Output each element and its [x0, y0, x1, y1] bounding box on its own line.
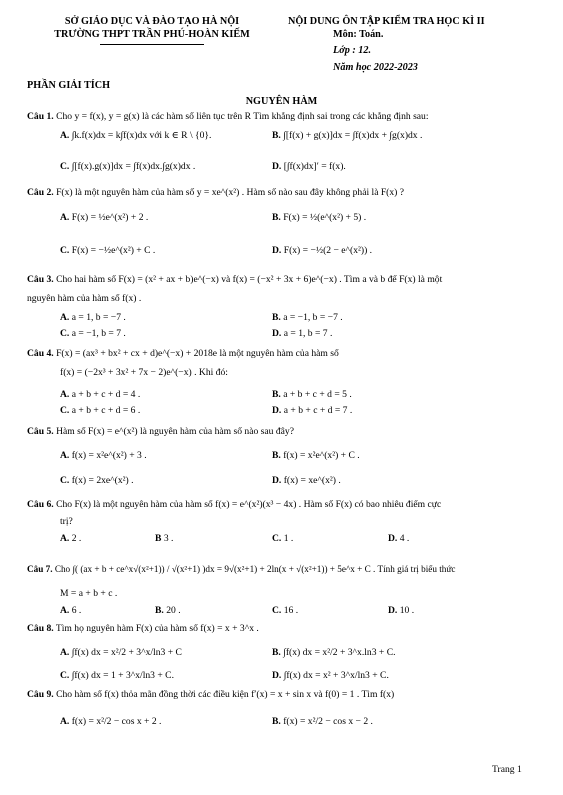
question-text: Cho hai hàm số F(x) = (x² + ax + b)e^(−x) và f(x) = (−x² + 3x + 6)e^(−x) . Tìm a và b để F(x) là một	[56, 274, 443, 285]
option-label: C.	[60, 405, 72, 416]
question-4-option-d[interactable]	[272, 405, 352, 417]
option-label: A.	[60, 212, 72, 223]
option-text: 3 .	[163, 533, 174, 544]
option-label: B.	[272, 312, 284, 323]
question-5-option-c[interactable]	[60, 475, 134, 487]
question-7-option-b[interactable]	[155, 605, 181, 617]
option-text: a + b + c + d = 5 .	[283, 389, 352, 400]
option-label: D.	[272, 405, 284, 416]
question-7-option-a[interactable]	[60, 605, 81, 617]
question-text: Cho F(x) là một nguyên hàm của hàm số f(x) = e^(x²)(x³ − 4x) . Hàm số F(x) có bao nhiêu điểm cực	[56, 499, 442, 510]
option-label: C.	[60, 670, 72, 681]
question-7-option-d[interactable]	[388, 605, 414, 617]
question-9	[27, 689, 394, 701]
question-3-option-d[interactable]	[272, 328, 332, 340]
question-text: Cho hàm số f(x) thỏa mãn đồng thời các điều kiện f′(x) = x + sin x và f(0) = 1 . Tìm f(x)	[56, 689, 395, 700]
question-2-option-a[interactable]	[60, 212, 148, 224]
question-3	[27, 274, 442, 286]
option-label: C.	[60, 328, 72, 339]
question-label: Câu 9.	[27, 689, 54, 700]
question-6-continued: trị?	[60, 516, 73, 527]
question-text: F(x) là một nguyên hàm của hàm số y = xe^(x²) . Hàm số nào sau đây không phải là F(x) ?	[56, 187, 405, 198]
question-2-option-d[interactable]	[272, 245, 372, 257]
question-6-option-c[interactable]	[272, 533, 293, 545]
question-label: Câu 8.	[27, 623, 54, 634]
option-text: f(x) = x²e^(x²) + 3 .	[71, 450, 147, 461]
option-label: A.	[60, 130, 72, 141]
option-text: 16 .	[283, 605, 299, 616]
page-number: Trang 1	[492, 764, 522, 775]
chapter-title: NGUYÊN HÀM	[245, 96, 318, 107]
option-label: B	[155, 533, 164, 544]
option-label: C.	[272, 533, 284, 544]
option-text: 1 .	[283, 533, 294, 544]
question-3-option-a[interactable]	[60, 312, 126, 324]
question-9-option-b[interactable]	[272, 716, 373, 728]
question-6-option-d[interactable]	[388, 533, 409, 545]
option-label: D.	[272, 670, 284, 681]
header-subject: Môn: Toán.	[333, 29, 384, 40]
question-2	[27, 187, 404, 199]
option-text: ∫f(x) dx = x²/2 + 3^x/ln3 + C	[71, 647, 182, 658]
option-label: A.	[60, 647, 72, 658]
option-label: A.	[60, 312, 72, 323]
option-text: ∫f(x) dx = 1 + 3^x/ln3 + C.	[71, 670, 174, 681]
header-underline	[100, 44, 204, 45]
option-text: ∫f(x) dx = x² + 3^x/ln3 + C.	[283, 670, 389, 681]
question-4-option-a[interactable]	[60, 389, 140, 401]
option-text: 4 .	[399, 533, 410, 544]
option-label: C.	[60, 245, 72, 256]
question-9-option-a[interactable]	[60, 716, 161, 728]
option-text: F(x) = −½(2 − e^(x²)) .	[283, 245, 373, 256]
option-text: ∫[f(x).g(x)]dx = ∫f(x)dx.∫g(x)dx .	[71, 161, 196, 172]
question-5-option-b[interactable]	[272, 450, 360, 462]
option-text: a + b + c + d = 7 .	[283, 405, 353, 416]
option-text: ∫f(x) dx = x²/2 + 3^x.ln3 + C.	[283, 647, 396, 658]
question-1-option-a[interactable]	[60, 130, 211, 142]
question-4	[27, 348, 339, 360]
option-text: F(x) = ½(e^(x²) + 5) .	[283, 212, 367, 223]
option-text: F(x) = ½e^(x²) + 2 .	[71, 212, 149, 223]
option-label: B.	[272, 389, 284, 400]
option-text: a + b + c + d = 4 .	[71, 389, 141, 400]
option-label: D.	[272, 245, 284, 256]
option-text: f(x) = x²/2 − cos x + 2 .	[71, 716, 162, 727]
question-label: Câu 2.	[27, 187, 54, 198]
option-text: 10 .	[399, 605, 415, 616]
option-text: f(x) = x²e^(x²) + C .	[283, 450, 360, 461]
question-text: F(x) = (ax³ + bx² + cx + d)e^(−x) + 2018e là một nguyên hàm của hàm số	[56, 348, 339, 359]
question-3-option-b[interactable]	[272, 312, 343, 324]
option-text: f(x) = x²/2 − cos x − 2 .	[283, 716, 373, 727]
question-text: Tìm họ nguyên hàm F(x) của hàm số f(x) = x + 3^x .	[55, 623, 259, 634]
option-label: D.	[272, 161, 284, 172]
option-label: C.	[60, 161, 72, 172]
question-3-continued: nguyên hàm của hàm số f(x) .	[27, 293, 142, 304]
question-4-continued: f(x) = (−2x³ + 3x² + 7x − 2)e^(−x) . Khi đó:	[60, 367, 228, 378]
header-school-year: Năm học 2022-2023	[333, 62, 418, 73]
option-text: a = 1, b = 7 .	[283, 328, 333, 339]
question-label: Câu 6.	[27, 499, 54, 510]
question-4-option-b[interactable]	[272, 389, 352, 401]
question-4-option-c[interactable]	[60, 405, 140, 417]
question-text: Hàm số F(x) = e^(x²) là nguyên hàm của hàm số nào sau đây?	[56, 426, 294, 437]
question-8-option-a[interactable]	[60, 647, 182, 659]
option-text: F(x) = −½e^(x²) + C .	[71, 245, 156, 256]
option-label: A.	[60, 716, 72, 727]
header-school-department: SỞ GIÁO DỤC VÀ ĐÀO TẠO HÀ NỘI	[64, 16, 240, 27]
question-5	[27, 426, 294, 438]
question-text: Cho y = f(x), y = g(x) là các hàm số liên tục trên R Tìm khẳng định sai trong các khẳng định sau:	[56, 111, 429, 122]
option-text: f(x) = 2xe^(x²) .	[71, 475, 134, 486]
option-label: B.	[272, 647, 284, 658]
question-7-option-c[interactable]	[272, 605, 298, 617]
header-school-name: TRƯỜNG THPT TRẦN PHÚ-HOÀN KIẾM	[54, 29, 250, 40]
question-6-option-a[interactable]	[60, 533, 81, 545]
option-label: B.	[272, 716, 284, 727]
option-label: D.	[272, 328, 284, 339]
question-7	[27, 564, 455, 575]
question-1-option-b[interactable]	[272, 130, 422, 142]
option-label: B.	[155, 605, 167, 616]
option-label: C.	[60, 475, 72, 486]
question-2-option-c[interactable]	[60, 245, 155, 257]
option-text: [∫f(x)dx]′ = f(x).	[283, 161, 346, 172]
option-label: A.	[60, 533, 72, 544]
question-3-option-c[interactable]	[60, 328, 126, 340]
question-label: Câu 5.	[27, 426, 54, 437]
question-6	[27, 499, 441, 511]
header-exam-title: NỘI DUNG ÔN TẬP KIỂM TRA HỌC KÌ II	[288, 16, 485, 27]
option-text: 6 .	[71, 605, 82, 616]
option-text: a + b + c + d = 6 .	[71, 405, 141, 416]
option-label: D.	[388, 533, 400, 544]
section-title: PHẦN GIẢI TÍCH	[27, 80, 111, 91]
option-label: A.	[60, 450, 72, 461]
question-8	[27, 623, 259, 635]
option-text: ∫k.f(x)dx = k∫f(x)dx với k ∈ R \ {0}.	[71, 130, 212, 141]
question-5-option-a[interactable]	[60, 450, 147, 462]
option-label: D.	[272, 475, 284, 486]
option-label: D.	[388, 605, 400, 616]
option-text: 20 .	[166, 605, 181, 616]
question-7-continued: M = a + b + c .	[60, 588, 118, 599]
option-label: B.	[272, 450, 284, 461]
question-1-option-d[interactable]	[272, 161, 346, 173]
question-8-option-d[interactable]	[272, 670, 389, 682]
question-2-option-b[interactable]	[272, 212, 366, 224]
option-text: a = −1, b = 7 .	[71, 328, 126, 339]
option-text: a = −1, b = −7 .	[283, 312, 343, 323]
question-label: Câu 3.	[27, 274, 54, 285]
question-1	[27, 111, 429, 123]
option-text: f(x) = xe^(x²) .	[283, 475, 341, 486]
question-label: Câu 7.	[27, 564, 53, 574]
question-text: Cho ∫( (ax + b + ce^x√(x²+1)) / √(x²+1) )dx = 9√(x²+1) + 2ln(x + √(x²+1)) + 5e^x + C . Tính giá trị biểu thức	[54, 564, 456, 574]
question-label: Câu 1.	[27, 111, 54, 122]
header-grade: Lớp : 12.	[333, 45, 372, 56]
option-label: B.	[272, 212, 284, 223]
option-label: C.	[272, 605, 284, 616]
option-text: 2 .	[71, 533, 82, 544]
question-5-option-d[interactable]	[272, 475, 341, 487]
question-8-option-c[interactable]	[60, 670, 174, 682]
option-label: B.	[272, 130, 284, 141]
question-label: Câu 4.	[27, 348, 54, 359]
question-1-option-c[interactable]	[60, 161, 195, 173]
option-text: ∫[f(x) + g(x)]dx = ∫f(x)dx + ∫g(x)dx .	[283, 130, 423, 141]
option-label: A.	[60, 389, 72, 400]
question-6-option-b[interactable]	[155, 533, 173, 545]
question-8-option-b[interactable]	[272, 647, 396, 659]
option-label: A.	[60, 605, 72, 616]
option-text: a = 1, b = −7 .	[71, 312, 126, 323]
